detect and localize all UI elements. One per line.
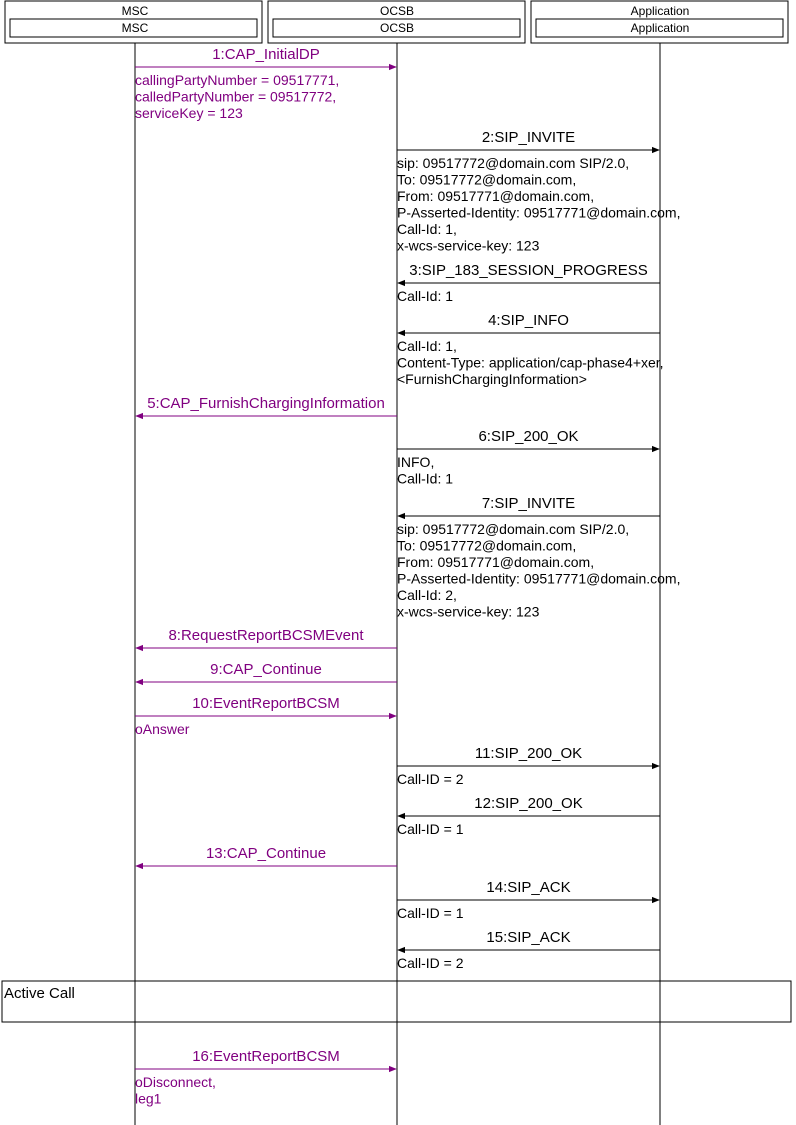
message-parameter: oDisconnect, [135, 1074, 216, 1090]
message-label: 10:EventReportBCSM [192, 695, 340, 712]
participant-subname: MSC [121, 21, 149, 35]
message-parameter: From: 09517771@domain.com, [397, 188, 595, 204]
message-4 [397, 312, 664, 387]
message-parameter: callingPartyNumber = 09517771, [135, 72, 340, 88]
message-parameter: leg1 [135, 1090, 162, 1107]
message-label: 3:SIP_183_SESSION_PROGRESS [409, 262, 648, 279]
message-10 [135, 695, 396, 737]
message-parameter: serviceKey = 123 [135, 105, 243, 121]
participant-app [531, 1, 788, 43]
participant-subname: OCSB [379, 21, 415, 35]
participant-name: Application [630, 4, 690, 18]
message-6 [397, 428, 659, 487]
message-parameter: x-wcs-service-key: 123 [397, 237, 540, 254]
message-1 [135, 46, 396, 121]
message-label: 9:CAP_Continue [210, 661, 322, 678]
section-label: Active Call [4, 985, 75, 1002]
message-parameter: Content-Type: application/cap-phase4+xer, [397, 354, 664, 371]
message-14 [397, 879, 659, 921]
message-parameter: Call-Id: 1, [397, 221, 457, 237]
message-parameter: Call-ID = 1 [397, 821, 464, 837]
message-label: 13:CAP_Continue [205, 845, 327, 862]
message-label: 11:SIP_200_OK [474, 745, 583, 762]
participant-ocsb [268, 1, 525, 43]
message-label: 6:SIP_200_OK [478, 428, 579, 445]
message-parameter: Call-Id: 1, [397, 338, 457, 354]
message-5 [136, 395, 397, 416]
message-16 [135, 1048, 396, 1107]
message-label: 14:SIP_ACK [486, 879, 571, 896]
section-active-call [2, 981, 791, 1022]
message-13 [136, 845, 397, 866]
message-7 [397, 495, 680, 620]
message-parameter: P-Asserted-Identity: 09517771@domain.com, [397, 204, 681, 221]
participant-msc [5, 1, 262, 43]
message-label: 7:SIP_INVITE [481, 495, 576, 512]
message-parameter: sip: 09517772@domain.com SIP/2.0, [397, 521, 630, 537]
message-label: 5:CAP_FurnishChargingInformation [147, 395, 385, 412]
message-11 [397, 745, 659, 787]
message-label: 16:EventReportBCSM [192, 1048, 340, 1065]
message-15 [397, 929, 660, 971]
message-parameter: From: 09517771@domain.com, [397, 554, 595, 570]
message-3 [397, 262, 660, 304]
message-label: 4:SIP_INFO [488, 312, 569, 329]
participant-subname: Application [630, 21, 690, 35]
message-parameter: INFO, [397, 454, 435, 470]
participant-name: MSC [121, 4, 149, 18]
message-8 [136, 627, 397, 648]
message-parameter: Call-Id: 1 [397, 288, 454, 304]
message-parameter: oAnswer [135, 721, 190, 737]
message-parameter: Call-Id: 1 [397, 470, 454, 487]
message-parameter: Call-ID = 1 [397, 905, 464, 921]
message-parameter: sip: 09517772@domain.com SIP/2.0, [397, 155, 630, 171]
message-parameter: x-wcs-service-key: 123 [397, 603, 540, 620]
message-parameter: To: 09517772@domain.com, [397, 171, 577, 188]
message-label: 15:SIP_ACK [486, 929, 571, 946]
message-label: 12:SIP_200_OK [474, 795, 583, 812]
message-label: 2:SIP_INVITE [481, 129, 576, 146]
message-parameter: Call-ID = 2 [397, 955, 464, 971]
participant-name: OCSB [379, 4, 415, 18]
message-label: 1:CAP_InitialDP [212, 46, 320, 63]
message-2 [397, 129, 680, 254]
message-parameter: calledPartyNumber = 09517772, [135, 88, 337, 105]
message-12 [397, 795, 660, 837]
message-9 [136, 661, 397, 682]
message-parameter: To: 09517772@domain.com, [397, 537, 577, 554]
message-parameter: <FurnishChargingInformation> [397, 371, 587, 387]
message-label: 8:RequestReportBCSMEvent [168, 627, 364, 644]
message-parameter: Call-Id: 2, [397, 587, 457, 603]
message-parameter: Call-ID = 2 [397, 771, 464, 787]
message-parameter: P-Asserted-Identity: 09517771@domain.com, [397, 570, 681, 587]
